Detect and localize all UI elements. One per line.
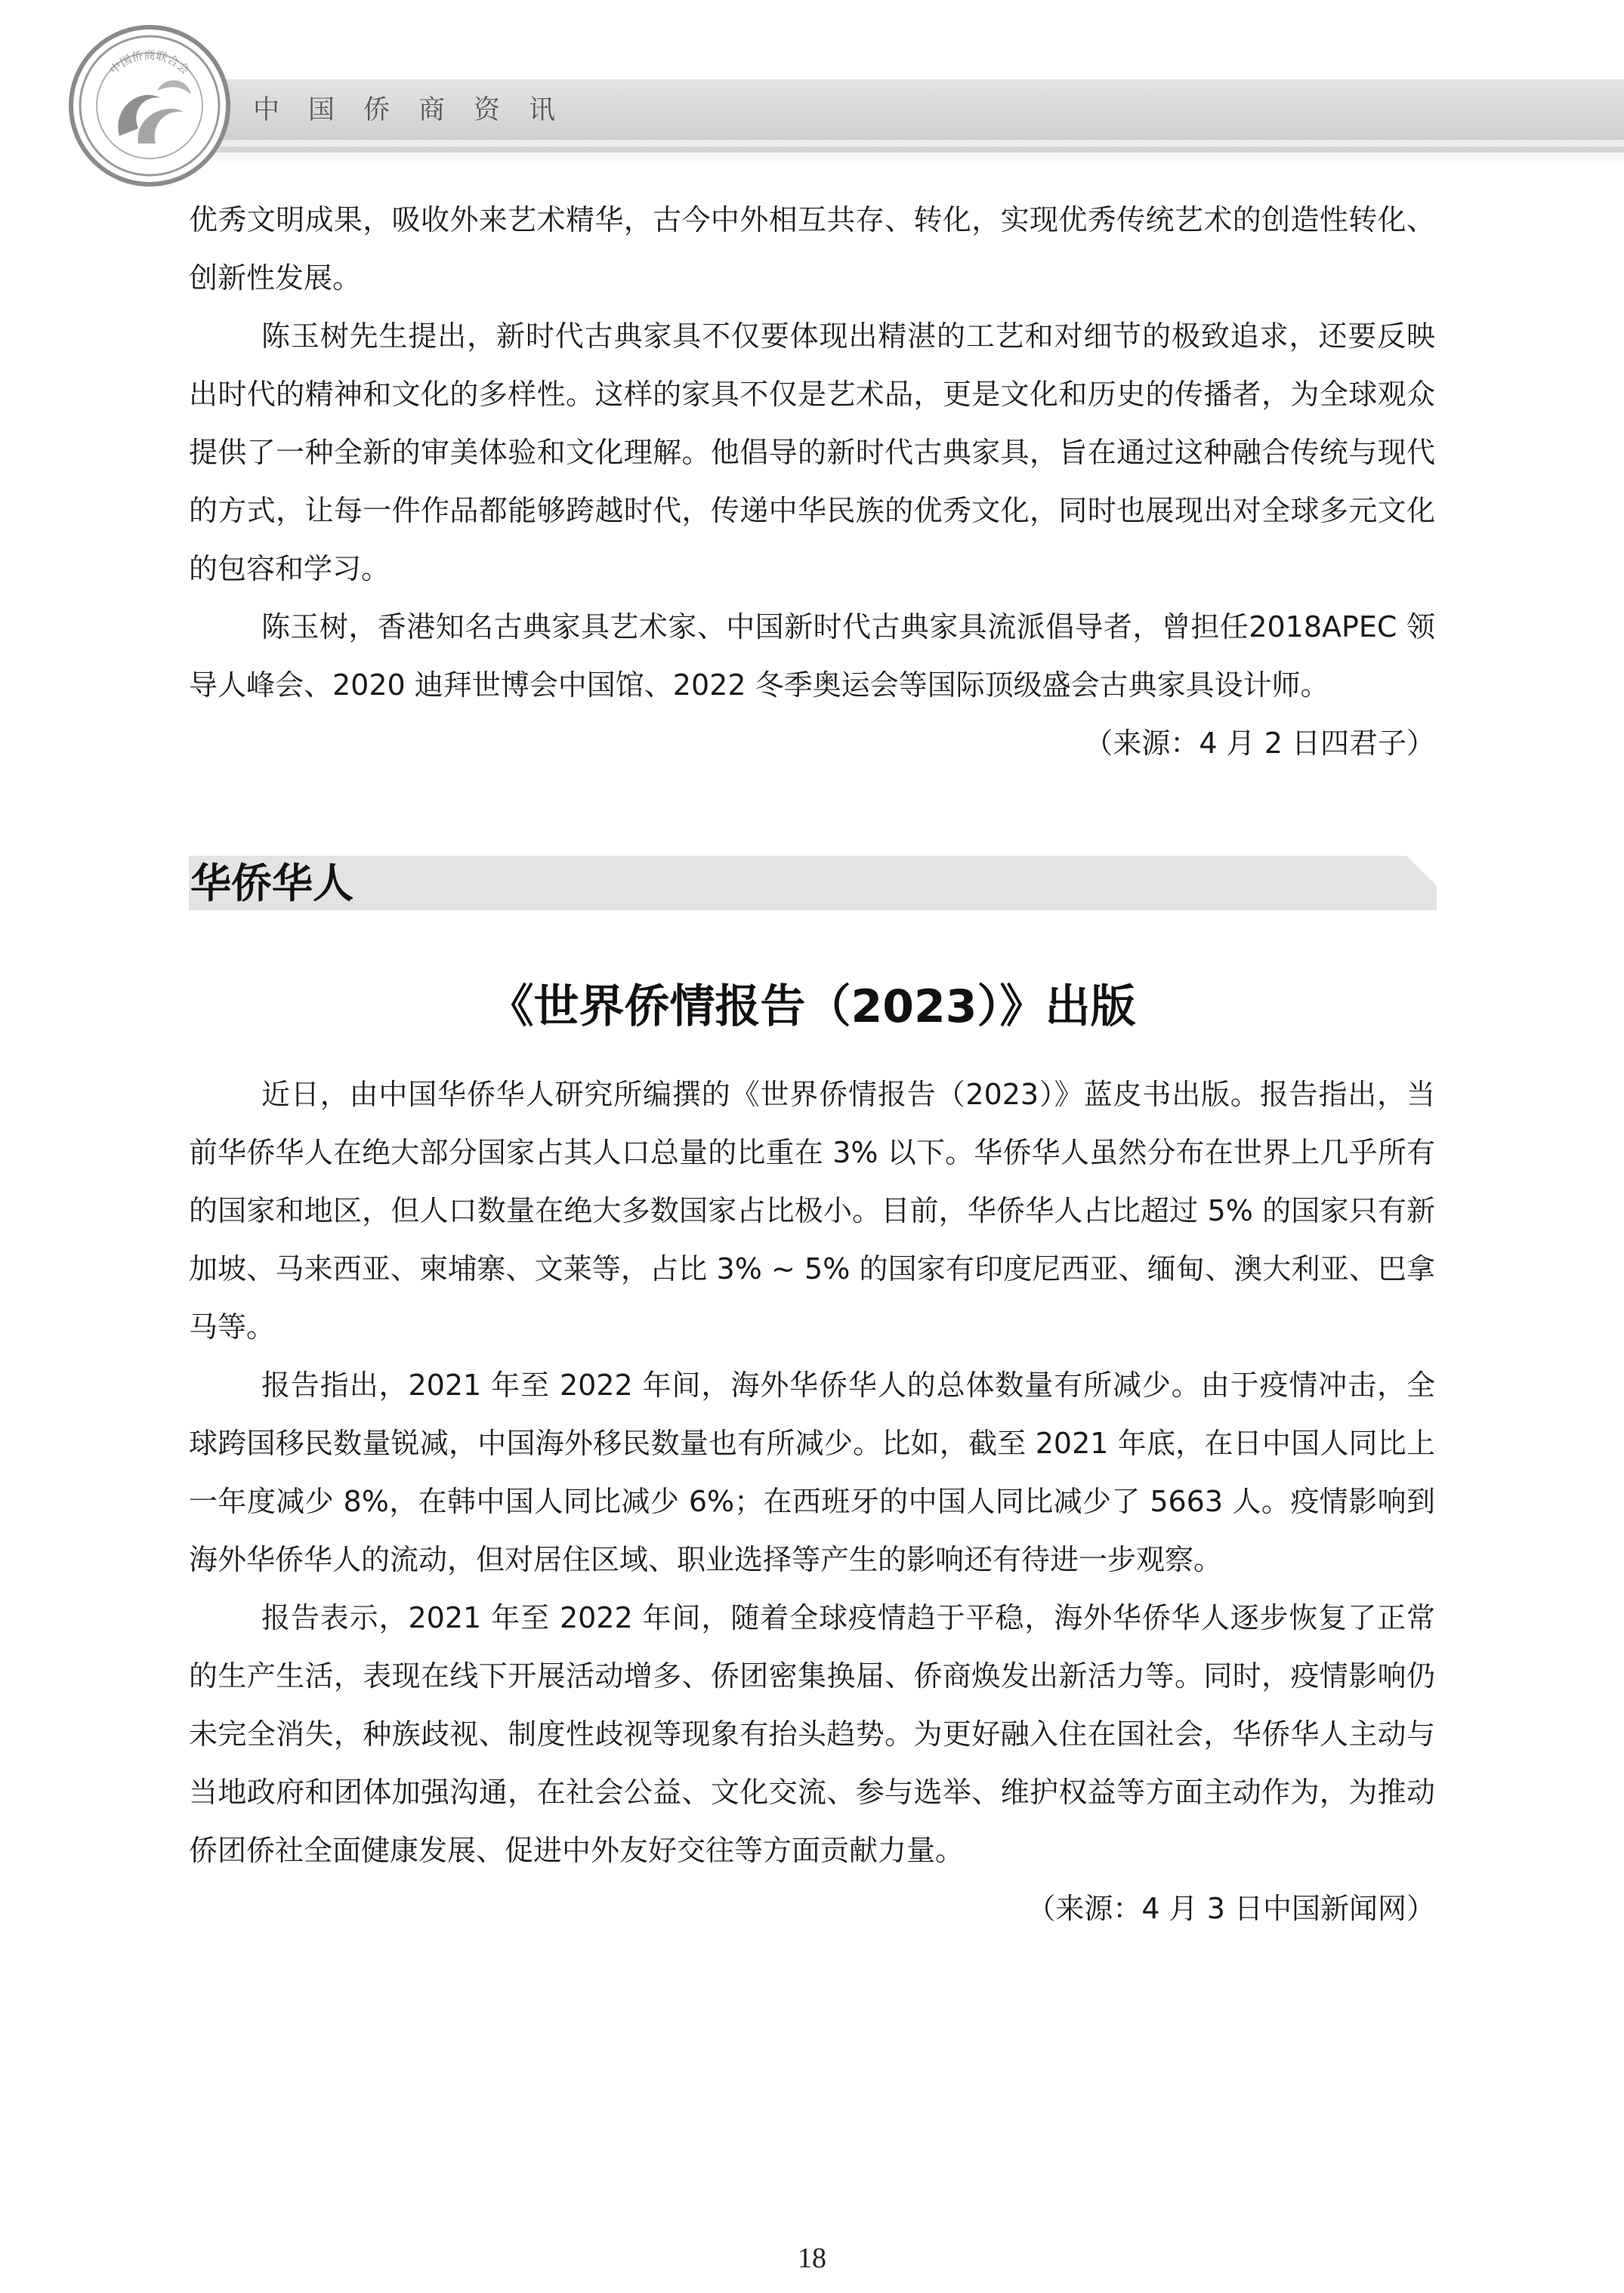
section-band: [189, 856, 1437, 910]
logo-emblem-icon: [66, 23, 233, 189]
article-1-paragraph-2: 陈玉树先生提出，新时代古典家具不仅要体现出精湛的工艺和对细节的极致追求，还要反映出时代的精神和文化的多样性。这样的家具不仅是艺术品，更是文化和历史的传播者，为全球观众提供了一种全新的审美体验和文化理解。他倡导的新时代古典家具，旨在通过这种融合传统与现代的方式，让每一件作品都能够跨越时代，传递中华民族的优秀文化，同时也展现出对全球多元文化的包容和学习。: [189, 319, 1435, 585]
page-number: 18: [798, 2242, 826, 2274]
header-strip: [181, 147, 1624, 153]
section-label: 华侨华人: [190, 859, 354, 907]
article-2-source: （来源：4 月 3 日中国新闻网）: [1027, 1892, 1435, 1925]
article-2-paragraph-1: 近日，由中国华侨华人研究所编撰的《世界侨情报告（2023）》蓝皮书出版。报告指出，当前华侨华人在绝大部分国家占其人口总量的比重在 3% 以下。华侨华人虽然分布在世界上几乎所有的国家和地区，但人口数量在绝大多数国家占比极小。目前，华侨华人占比超过 5% 的国家只有新加坡、马来西亚、柬埔寨、文莱等，占比 3% ~ 5% 的国家有印度尼西亚、缅甸、澳大利亚、巴拿马等。: [189, 1078, 1435, 1344]
article-2-title: 《世界侨情报告（2023）》出版: [488, 980, 1136, 1033]
article-2-paragraph-3: 报告表示，2021 年至 2022 年间，随着全球疫情趋于平稳，海外华侨华人逐步恢复了正常的生产生活，表现在线下开展活动增多、侨团密集换届、侨商焕发出新活力等。同时，疫情影响仍未完全消失，种族歧视、制度性歧视等现象有抬头趋势。为更好融入住在国社会，华侨华人主动与当地政府和团体加强沟通，在社会公益、文化交流、参与选举、维护权益等方面主动作为，为推动侨团侨社全面健康发展、促进中外友好交往等方面贡献力量。: [189, 1601, 1435, 1867]
article-1-source: （来源：4 月 2 日四君子）: [1084, 727, 1435, 760]
article-1-paragraph-1: 优秀文明成果，吸收外来艺术精华，古今中外相互共存、转化，实现优秀传统艺术的创造性转化、创新性发展。: [189, 203, 1435, 295]
article-1: [189, 191, 1435, 773]
logo-text: 中国侨商联合会: [107, 48, 193, 77]
article-2-paragraph-2: 报告指出，2021 年至 2022 年间，海外华侨华人的总体数量有所减少。由于疫情冲击，全球跨国移民数量锐减，中国海外移民数量也有所减少。比如，截至 2021 年底，在日中国人同比上一年度减少 8%，在韩中国人同比减少 6%；在西班牙的中国人同比减少了 5663 人。疫情影响到海外华侨华人的流动，但对居住区域、职业选择等产生的影响还有待进一步观察。: [189, 1369, 1435, 1576]
article-2: [189, 1066, 1435, 1938]
header-title: 中国侨商资讯: [253, 95, 585, 125]
article-1-paragraph-3: 陈玉树，香港知名古典家具艺术家、中国新时代古典家具流派倡导者，曾担任2018APEC 领导人峰会、2020 迪拜世博会中国馆、2022 冬季奥运会等国际顶级盛会古典家具设计师。: [189, 610, 1435, 702]
